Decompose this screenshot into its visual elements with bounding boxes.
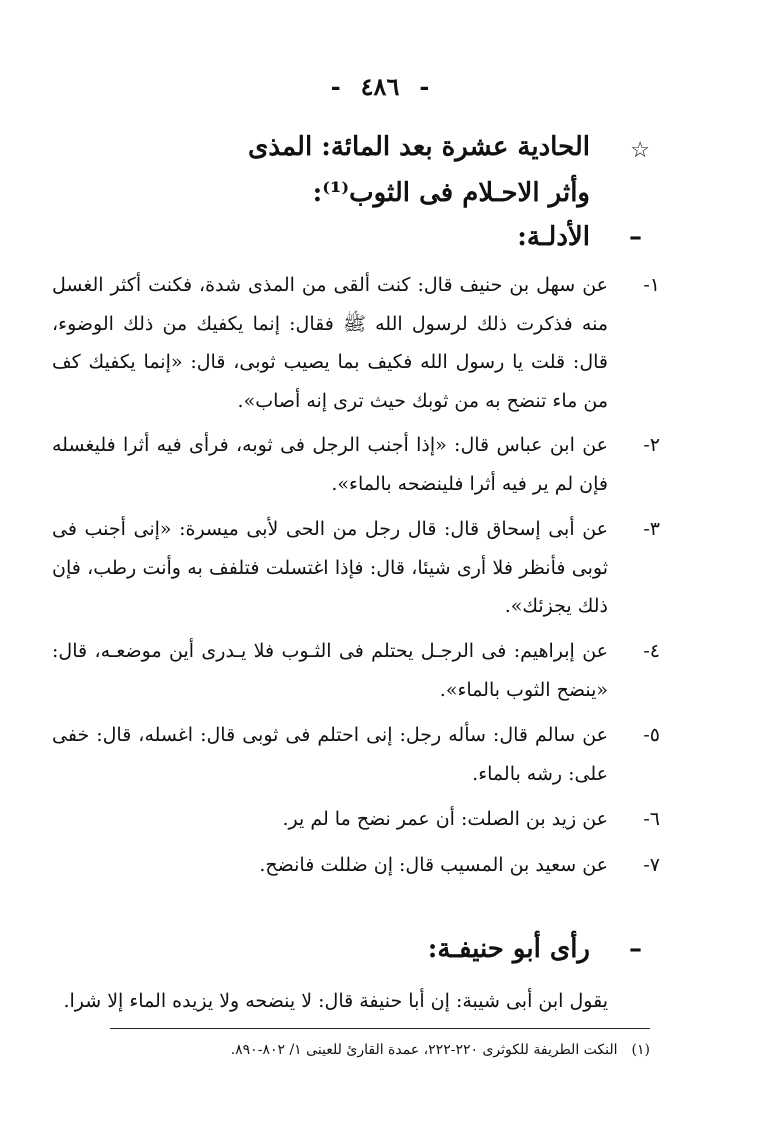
evidence-item-5 — [52, 716, 660, 793]
evidence-text: عن سالم قال: سأله رجل: إنى احتلم فى ثوبى قال: اغسله، قال: خفى على: رشه بالماء. — [52, 724, 608, 785]
evidence-number: ٥- — [643, 724, 660, 746]
evidence-item-3 — [52, 510, 660, 626]
chapter-heading-line1: الحادية عشرة بعد المائة: المذى — [248, 132, 590, 162]
evidence-item-4 — [52, 632, 660, 709]
page-number-dash-left: - — [330, 72, 341, 101]
page-number-value: ٤٨٦ — [360, 72, 400, 101]
chapter-heading-line2: وأثر الاحـلام فى الثوب⁽¹⁾: — [312, 178, 590, 208]
page-number-dash-right: - — [419, 72, 430, 101]
star-icon: ☆ — [630, 138, 650, 163]
evidence-title: الأدلـة: — [517, 222, 590, 252]
evidence-text: عن إبراهيم: فى الرجـل يحتلم فى الثـوب فلا يـدرى أين موضعـه، قال: «ينضح الثوب بالماء». — [52, 640, 608, 701]
evidence-item-7 — [52, 846, 660, 885]
footnote-divider — [110, 1028, 650, 1029]
footnote-text: النكت الطريفة للكوثرى ٢٢٠-٢٢٢، عمدة القارئ للعينى ١/ ٨٠٢-٨٩٠. — [230, 1042, 618, 1058]
evidence-item-1 — [52, 266, 660, 420]
evidence-dash: – — [629, 222, 642, 252]
evidence-number: ٧- — [643, 854, 660, 876]
evidence-number: ١- — [643, 274, 660, 296]
evidence-text: عن سهل بن حنيف قال: كنت ألقى من المذى شدة، فكنت أكثر الغسل منه فذكرت ذلك لرسول الله ﷺ فقال: إنما يكفيك من ذلك الوضوء، قال: قلت يا رسول الله فكيف بما يصيب ثوبى، قال: «إنما يكفيك كف من ماء تنضح به من ثوبك حيث ترى إنه أصاب». — [52, 274, 608, 412]
evidence-number: ٢- — [643, 434, 660, 456]
page-number — [0, 72, 760, 101]
opinion-title: رأى أبو حنيفـة: — [427, 934, 590, 964]
evidence-item-6 — [52, 800, 660, 839]
evidence-number: ٦- — [643, 808, 660, 830]
evidence-text: عن أبى إسحاق قال: قال رجل من الحى لأبى ميسرة: «إنى أجنب فى ثوبى فأنظر فلا أرى شيئا، قال: فإذا اغتسلت فتلفف به وأنت رطب، فإن ذلك يجزئك». — [52, 518, 608, 617]
footnote-number: (١) — [631, 1042, 650, 1058]
evidence-text: عن ابن عباس قال: «إذا أجنب الرجل فى ثوبه، فرأى فيه أثرا فليغسله فإن لم ير فيه أثرا فلينضحه بالماء». — [52, 434, 608, 495]
footnote — [50, 1042, 650, 1058]
evidence-text: عن سعيد بن المسيب قال: إن ضللت فانضح. — [259, 854, 608, 876]
opinion-dash: – — [629, 934, 642, 964]
evidence-item-2 — [52, 426, 660, 503]
evidence-number: ٣- — [643, 518, 660, 540]
evidence-text: عن زيد بن الصلت: أن عمر نضح ما لم ير. — [282, 808, 608, 830]
evidence-number: ٤- — [643, 640, 660, 662]
opinion-text: يقول ابن أبى شيبة: إن أبا حنيفة قال: لا ينضحه ولا يزيده الماء إلا شرا. — [63, 990, 608, 1012]
